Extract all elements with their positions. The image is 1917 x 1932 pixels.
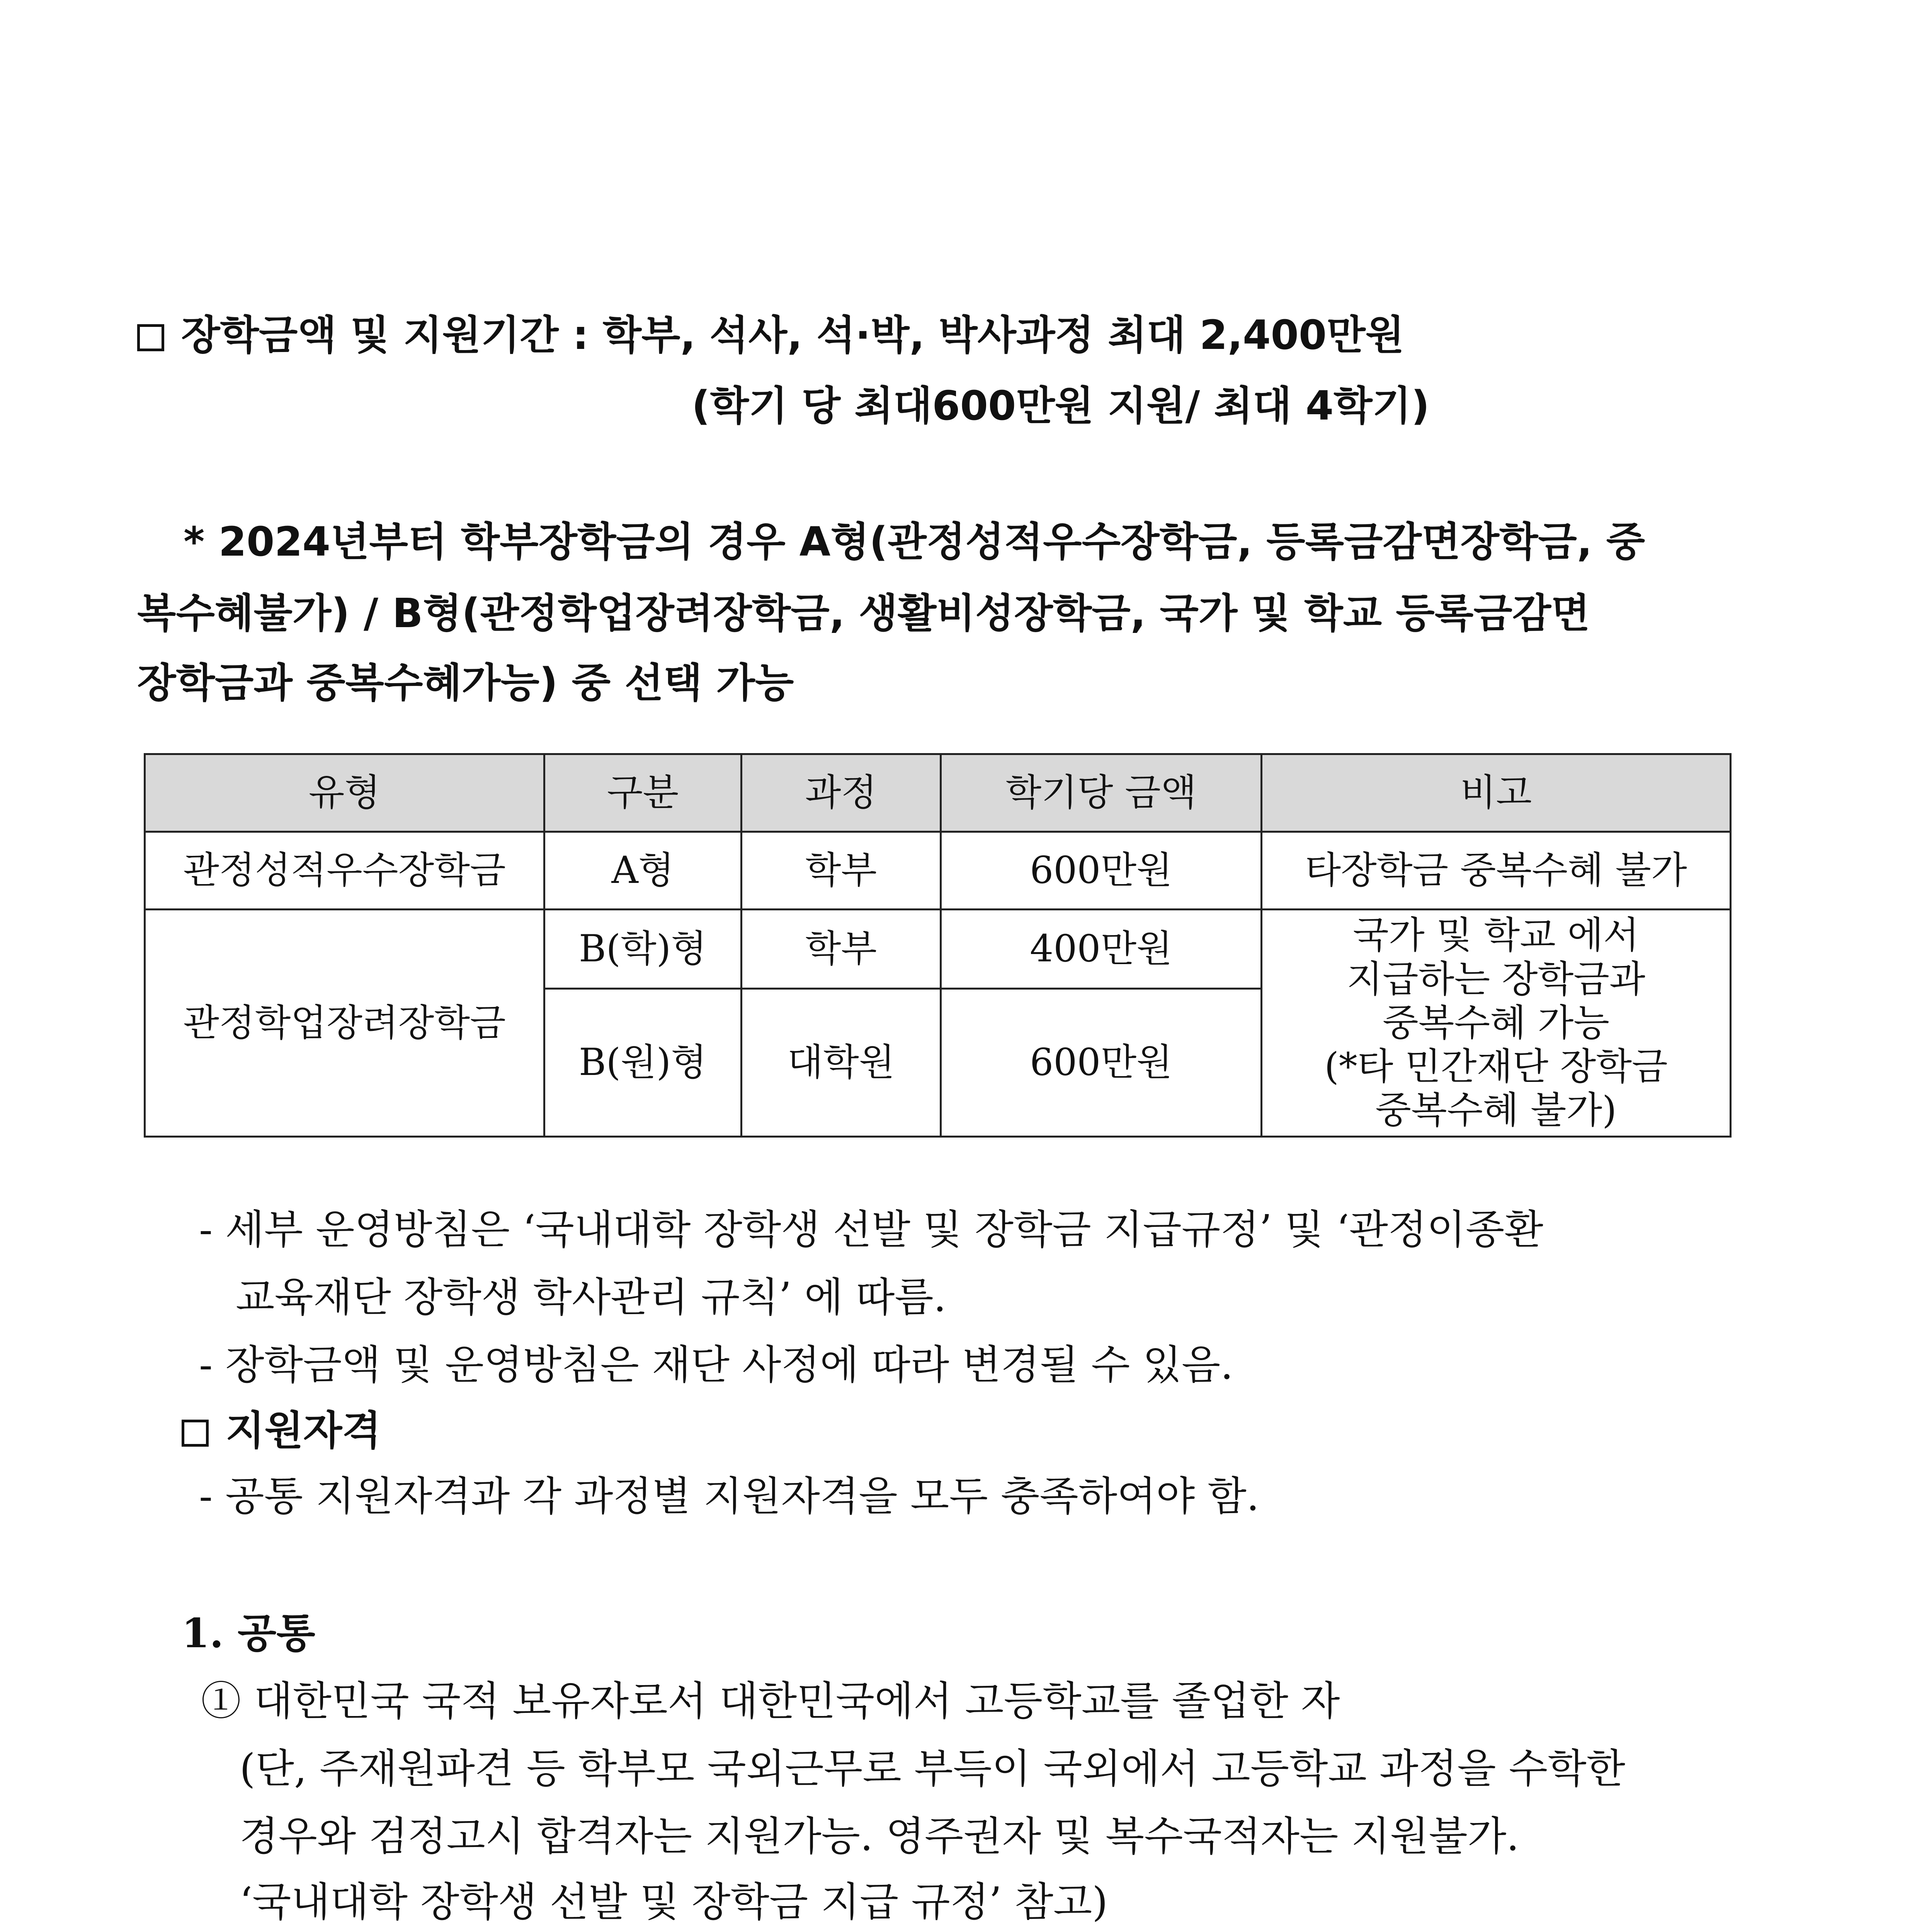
common-item1-detail2: 경우와 검정고시 합격자는 지원가능. 영주권자 및 복수국적자는 지원불가. xyxy=(240,1813,1519,1860)
cell-type: 관정학업장려장학금 xyxy=(145,910,544,1137)
checkbox-square-icon xyxy=(137,324,164,351)
amount-subline: (학기 당 최대600만원 지원/ 최대 4학기) xyxy=(692,382,1430,429)
policy-line3: - 장학금액 및 운영방침은 재단 사정에 따라 변경될 수 있음. xyxy=(199,1341,1233,1388)
scholarship-table xyxy=(144,753,1732,1138)
cell-amount: 600만원 xyxy=(941,832,1262,910)
cell-course: 학부 xyxy=(742,910,941,989)
cell-category: A형 xyxy=(544,832,742,910)
header-note: 비고 xyxy=(1262,754,1731,832)
cell-course: 학부 xyxy=(742,832,941,910)
common-item1: ① 대한민국 국적 보유자로서 대한민국에서 고등학교를 졸업한 자 xyxy=(201,1677,1340,1725)
table-header-row xyxy=(145,754,1731,832)
cell-amount: 400만원 xyxy=(941,910,1262,989)
note-2024-line3: 장학금과 중복수혜가능) 중 선택 가능 xyxy=(137,659,794,706)
common-item1-detail1: (단, 주재원파견 등 학부모 국외근무로 부득이 국외에서 고등학교 과정을 수학한 xyxy=(240,1745,1626,1792)
cell-amount: 600만원 xyxy=(941,989,1262,1137)
table-row xyxy=(145,910,1731,989)
header-amount: 학기당 금액 xyxy=(941,754,1262,832)
cell-note: 타장학금 중복수혜 불가 xyxy=(1262,832,1731,910)
eligibility-intro: - 공통 지원자격과 각 과정별 지원자격을 모두 충족하여야 함. xyxy=(199,1473,1259,1520)
note-2024-line1: * 2024년부터 학부장학금의 경우 A형(관정성적우수장학금, 등록금감면장학금, 중 xyxy=(184,518,1645,565)
common-title: 1. 공통 xyxy=(182,1609,315,1657)
policy-line2: 교육재단 장학생 학사관리 규칙’ 에 따름. xyxy=(236,1274,946,1321)
cell-category: B(학)형 xyxy=(544,910,742,989)
policy-line1: - 세부 운영방침은 ‘국내대학 장학생 선발 및 장학금 지급규정’ 및 ‘관정이종환 xyxy=(199,1206,1543,1253)
amount-heading: 장학금액 및 지원기간 : 학부, 석사, 석·박, 박사과정 최대 2,400만원 xyxy=(137,315,1404,355)
header-course: 과정 xyxy=(742,754,941,832)
common-item1-detail3: ‘국내대학 장학생 선발 및 장학금 지급 규정’ 참고) xyxy=(240,1878,1108,1925)
cell-type: 관정성적우수장학금 xyxy=(145,832,544,910)
cell-course: 대학원 xyxy=(742,989,941,1137)
header-category: 구분 xyxy=(544,754,742,832)
checkbox-square-icon xyxy=(182,1420,209,1447)
cell-note-b: 국가 및 학교 에서 지급하는 장학금과 중복수혜 가능 (*타 민간재단 장학금 중복수혜 불가) xyxy=(1262,910,1731,1137)
cell-category: B(원)형 xyxy=(544,989,742,1137)
eligibility-heading: 지원자격 xyxy=(182,1410,381,1451)
note-2024-line2: 복수혜불가) / B형(관정학업장려장학금, 생활비성장학금, 국가 및 학교 등록금감면 xyxy=(137,590,1590,637)
header-type: 유형 xyxy=(145,754,544,832)
table-row xyxy=(145,832,1731,910)
